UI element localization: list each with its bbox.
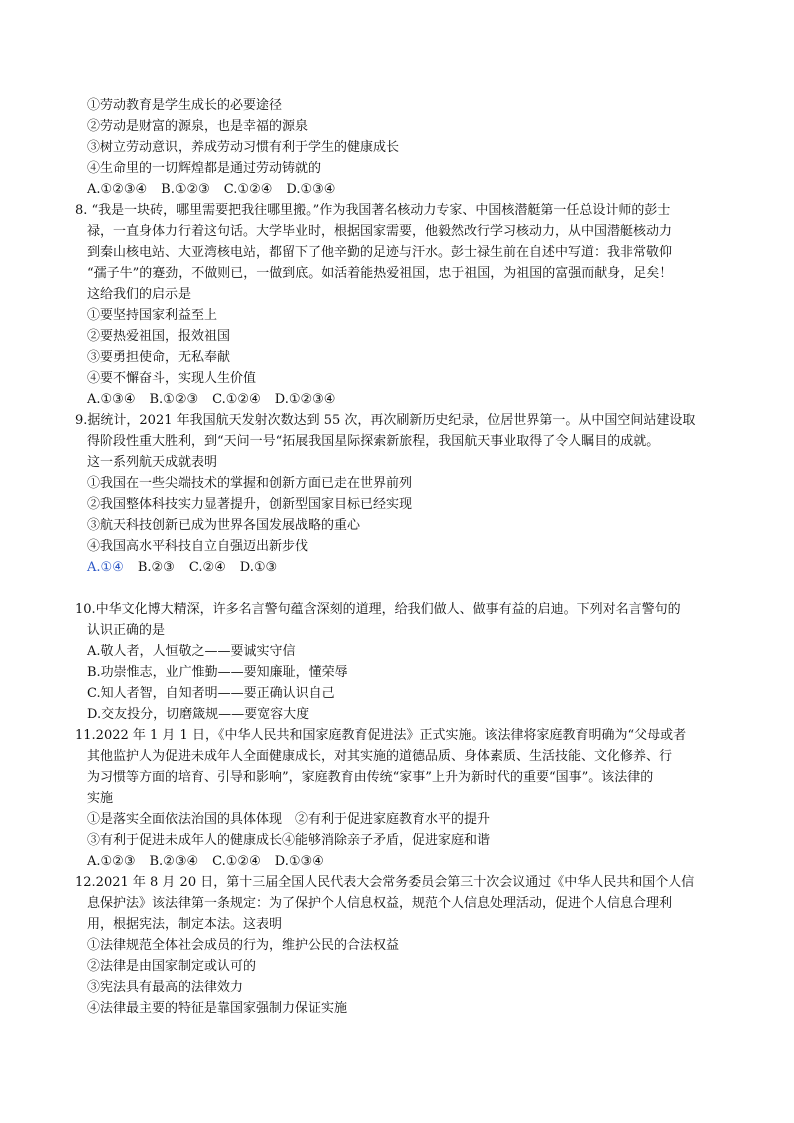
q10-option-c: C.知人者智，自知者明——要正确认识自己 xyxy=(87,686,335,701)
q8-item-3: ③要勇担使命，无私奉献 xyxy=(87,350,231,365)
q9-option-b: B.②③ xyxy=(137,560,175,575)
q9-option-d: D.①③ xyxy=(239,560,278,575)
q9-item-1: ①我国在一些尖端技术的掌握和创新方面已走在世界前列 xyxy=(87,476,413,491)
q9-option-c: C.②④ xyxy=(188,560,226,575)
q11-items-row-1: ①是落实全面依法治国的具体体现 ②有利于促进家庭教育水平的提升 xyxy=(87,812,491,827)
q12-stem-line-2: 息保护法》该法律第一条规定：为了保护个人信息权益，规范个人信息处理活动，促进个人信息合理利 xyxy=(87,896,673,911)
q7-option-b: B.①②③ xyxy=(161,182,210,197)
q10-option-d: D.交友投分，切磨箴规——要宽容大度 xyxy=(87,707,310,722)
q7-item-2: ②劳动是财富的源泉，也是幸福的源泉 xyxy=(87,119,309,134)
q9-option-a: A.①④ xyxy=(87,560,124,575)
q10-stem-line-2: 认识正确的是 xyxy=(87,623,166,638)
q7-item-3: ③树立劳动意识，养成劳动习惯有利于学生的健康成长 xyxy=(87,140,400,155)
q11-stem-line-4: 实施 xyxy=(87,791,114,806)
q11-option-b: B.②③④ xyxy=(149,854,199,869)
q8-stem-line-3: 到秦山核电站、大亚湾核电站，都留下了他辛勤的足迹与汗水。彭士禄生前在自述中写道：我非常敬仰 xyxy=(87,245,673,260)
q12-stem-line-3: 用，根据宪法，制定本法。这表明 xyxy=(87,917,283,932)
q9-stem-line-2: 得阶段性重大胜利，到“天问一号“拓展我国星际探索新旅程，我国航天事业取得了令人瞩目的成就。 xyxy=(87,434,660,449)
q7-option-d: D.①③④ xyxy=(286,182,336,197)
q8-item-2: ②要热爱祖国，报效祖国 xyxy=(87,329,231,344)
q9-stem-line-1: 9.据统计，2021 年我国航天发射次数达到 55 次，再次刷新历史纪录，位居世界第一。从中国空间站建设取 xyxy=(75,413,696,428)
q9-stem-line-3: 这一系列航天成就表明 xyxy=(87,455,218,470)
q12-item-3: ③宪法具有最高的法律效力 xyxy=(87,980,244,995)
q8-option-b: B.①②③ xyxy=(149,392,199,407)
q8-item-1: ①要坚持国家利益至上 xyxy=(87,308,218,323)
q7-options xyxy=(87,181,349,199)
q8-stem-line-1: 8. “我是一块砖，哪里需要把我往哪里搬。”作为我国著名核动力专家、中国核潜艇第一任总设计师的彭士 xyxy=(75,203,671,218)
q12-item-4: ④法律最主要的特征是靠国家强制力保证实施 xyxy=(87,1001,348,1016)
q12-item-2: ②法律是由国家制定或认可的 xyxy=(87,959,257,974)
q8-stem-line-2: 禄，一直身体力行着这句话。大学毕业时，根据国家需要，他毅然改行学习核动力，从中国潜艇核动力 xyxy=(87,224,673,239)
q8-stem-line-4: “孺子牛”的蹇劲，不做则已，一做到底。如活着能热爱祖国，忠于祖国，为祖国的富强而献身，足矣！ xyxy=(87,266,673,281)
q8-stem-line-5: 这给我们的启示是 xyxy=(87,287,192,302)
q11-stem-line-2: 其他监护人为促进未成年人全面健康成长，对其实施的道德品质、身体素质、生活技能、文化修养、行 xyxy=(87,749,673,764)
q7-option-a: A.①②③④ xyxy=(87,182,148,197)
q8-options xyxy=(87,391,349,409)
q12-item-1: ①法律规范全体社会成员的行为，维护公民的合法权益 xyxy=(87,938,400,953)
q7-item-4: ④生命里的一切辉煌都是通过劳动铸就的 xyxy=(87,161,322,176)
q11-items-row-2: ③有利于促进未成年人的健康成长④能够消除亲子矛盾，促进家庭和谐 xyxy=(87,833,491,848)
q9-options xyxy=(87,559,291,577)
q11-options xyxy=(87,853,338,871)
q8-option-c: C.①②④ xyxy=(212,392,261,407)
q8-option-d: D.①②③④ xyxy=(274,392,336,407)
q7-option-c: C.①②④ xyxy=(223,182,273,197)
q9-item-2: ②我国整体科技实力显著提升，创新型国家目标已经实现 xyxy=(87,497,413,512)
q11-option-d: D.①③④ xyxy=(274,854,324,869)
q11-stem-line-1: 11.2022 年 1 月 1 日，《中华人民共和国家庭教育促进法》正式实施。该法律将家庭教育明确为“父母或者 xyxy=(75,728,687,743)
q8-option-a: A.①③④ xyxy=(87,392,136,407)
q7-item-1: ①劳动教育是学生成长的必要途径 xyxy=(87,98,283,113)
q8-item-4: ④要不懈奋斗，实现人生价值 xyxy=(87,371,257,386)
q12-stem-line-1: 12.2021 年 8 月 20 日，第十三届全国人民代表大会常务委员会第三十次会议通过《中华人民共和国个人信 xyxy=(75,875,695,890)
q9-item-3: ③航天科技创新已成为世界各国发展战略的重心 xyxy=(87,518,361,533)
q9-item-4: ④我国高水平科技自立自强迈出新步伐 xyxy=(87,539,309,554)
q10-stem-line-1: 10.中华文化博大精深，许多名言警句蕴含深刻的道理，给我们做人、做事有益的启迪。下列对名言警句的 xyxy=(75,602,681,617)
q11-option-a: A.①②③ xyxy=(87,854,136,869)
q10-option-a: A.敬人者，人恒敬之——要诚实守信 xyxy=(87,644,296,659)
q11-stem-line-3: 为习惯等方面的培育、引导和影响”，家庭教育由传统“家事”上升为新时代的重要“国事”。该法律的 xyxy=(87,770,654,785)
q10-option-b: B.功崇惟志，业广惟勤——要知廉耻，懂荣辱 xyxy=(87,665,348,680)
q11-option-c: C.①②④ xyxy=(212,854,261,869)
